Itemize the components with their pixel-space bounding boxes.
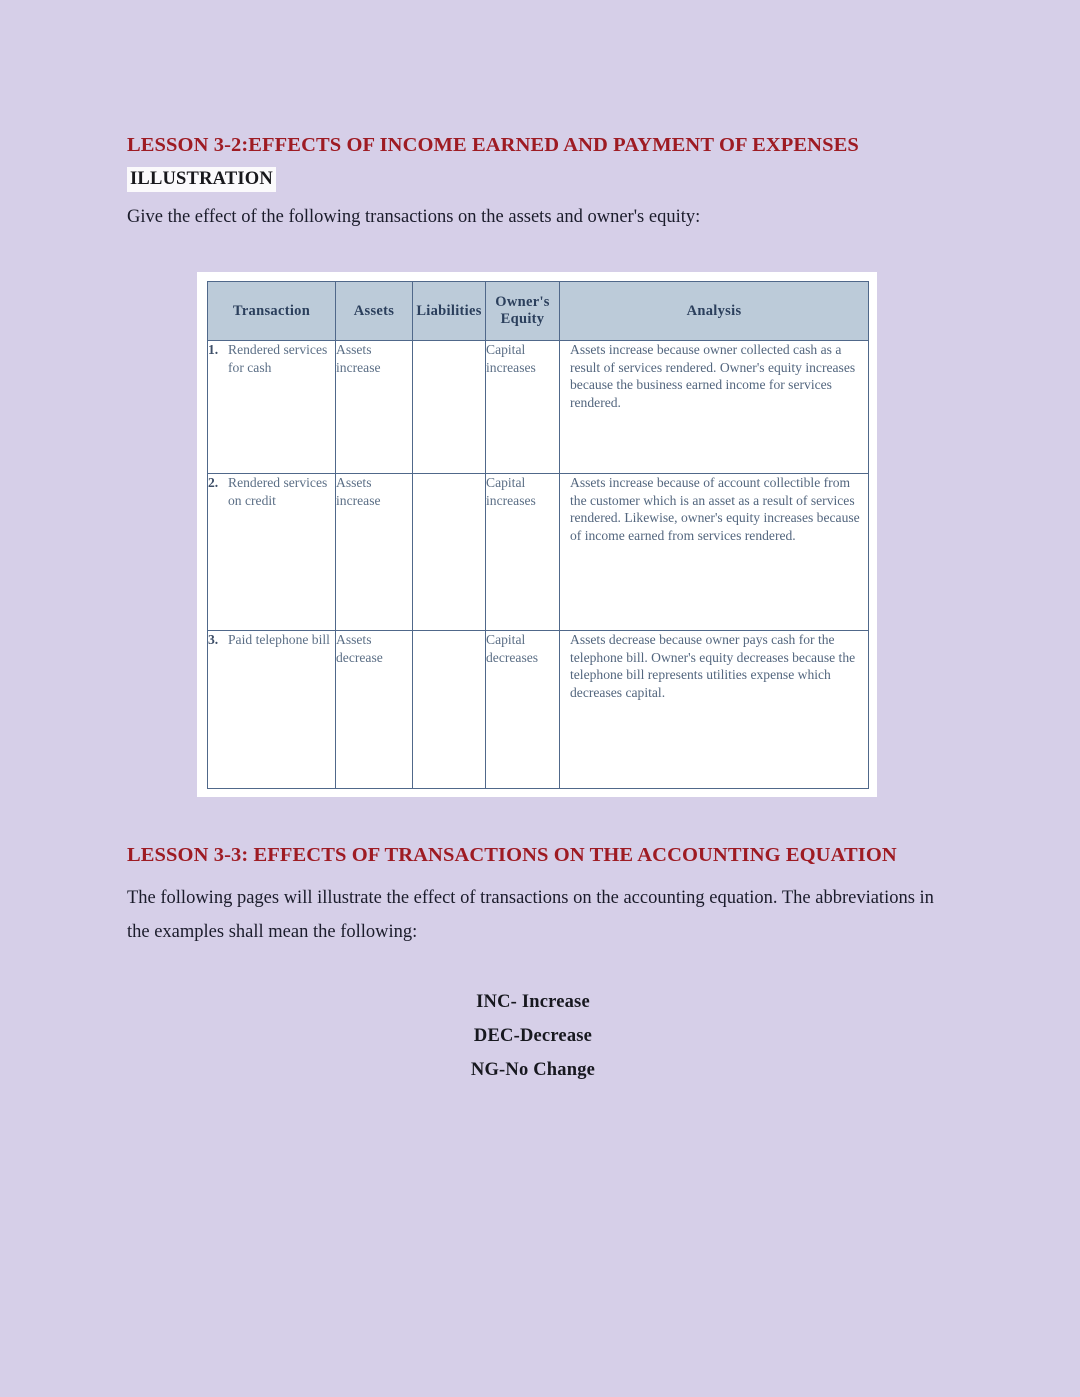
lesson-3-2-heading: LESSON 3-2:EFFECTS OF INCOME EARNED AND PAYMENT OF EXPENSES — [127, 134, 859, 156]
cell-liabilities — [413, 474, 486, 631]
cell-liabilities — [413, 631, 486, 789]
abbreviation-ng: NG-No Change — [470, 1060, 596, 1080]
section-one — [127, 128, 939, 234]
cell-transaction — [208, 631, 336, 789]
column-header-liabilities: Liabilities — [413, 282, 486, 341]
abbreviation-inc: INC- Increase — [476, 992, 590, 1012]
cell-transaction — [208, 474, 336, 631]
table-row — [208, 341, 869, 474]
transaction-label: Paid telephone bill — [228, 632, 330, 647]
abbreviations-list — [127, 985, 939, 1087]
cell-owners-equity: Capital increases — [486, 341, 560, 474]
row-number: 1. — [208, 342, 219, 357]
column-header-transaction: Transaction — [208, 282, 336, 341]
table-header-row — [208, 282, 869, 341]
table-body — [208, 341, 869, 789]
cell-assets: Assets increase — [336, 341, 413, 474]
abbreviation-dec: DEC-Decrease — [473, 1026, 593, 1046]
row-number: 2. — [208, 475, 219, 490]
section-one-intro: Give the effect of the following transactions on the assets and owner's equity: — [127, 207, 701, 227]
section-two-intro: The following pages will illustrate the effect of transactions on the accounting equation. The abbreviations in the examples shall mean the following: — [127, 888, 934, 942]
row-number: 3. — [208, 632, 219, 647]
column-header-assets: Assets — [336, 282, 413, 341]
table-head — [208, 282, 869, 341]
cell-assets: Assets increase — [336, 474, 413, 631]
cell-analysis: Assets decrease because owner pays cash for the telephone bill. Owner's equity decreases because the telephone bill represents utilities expense which decreases capital. — [560, 631, 869, 789]
illustration-heading: ILLUSTRATION — [127, 167, 276, 192]
cell-assets: Assets decrease — [336, 631, 413, 789]
transaction-label: Rendered services on credit — [228, 475, 328, 508]
cell-owners-equity: Capital increases — [486, 474, 560, 631]
column-header-owners-equity: Owner's Equity — [486, 282, 560, 341]
cell-transaction — [208, 341, 336, 474]
transactions-table — [207, 281, 869, 789]
cell-analysis: Assets increase because owner collected cash as a result of services rendered. Owner's equity increases because the business earned income for services rendered. — [560, 341, 869, 474]
column-header-analysis: Analysis — [560, 282, 869, 341]
transactions-table-figure — [197, 272, 877, 797]
table-row — [208, 631, 869, 789]
cell-analysis: Assets increase because of account collectible from the customer which is an asset as a result of services rendered. Likewise, owner's equity increases because of income earned from services rendered. — [560, 474, 869, 631]
cell-owners-equity: Capital decreases — [486, 631, 560, 789]
cell-liabilities — [413, 341, 486, 474]
section-two — [127, 838, 939, 1087]
table-row — [208, 474, 869, 631]
illustration-heading-wrap — [127, 167, 939, 192]
transaction-label: Rendered services for cash — [228, 342, 328, 375]
lesson-3-3-heading: LESSON 3-3: EFFECTS OF TRANSACTIONS ON THE ACCOUNTING EQUATION — [127, 844, 897, 866]
